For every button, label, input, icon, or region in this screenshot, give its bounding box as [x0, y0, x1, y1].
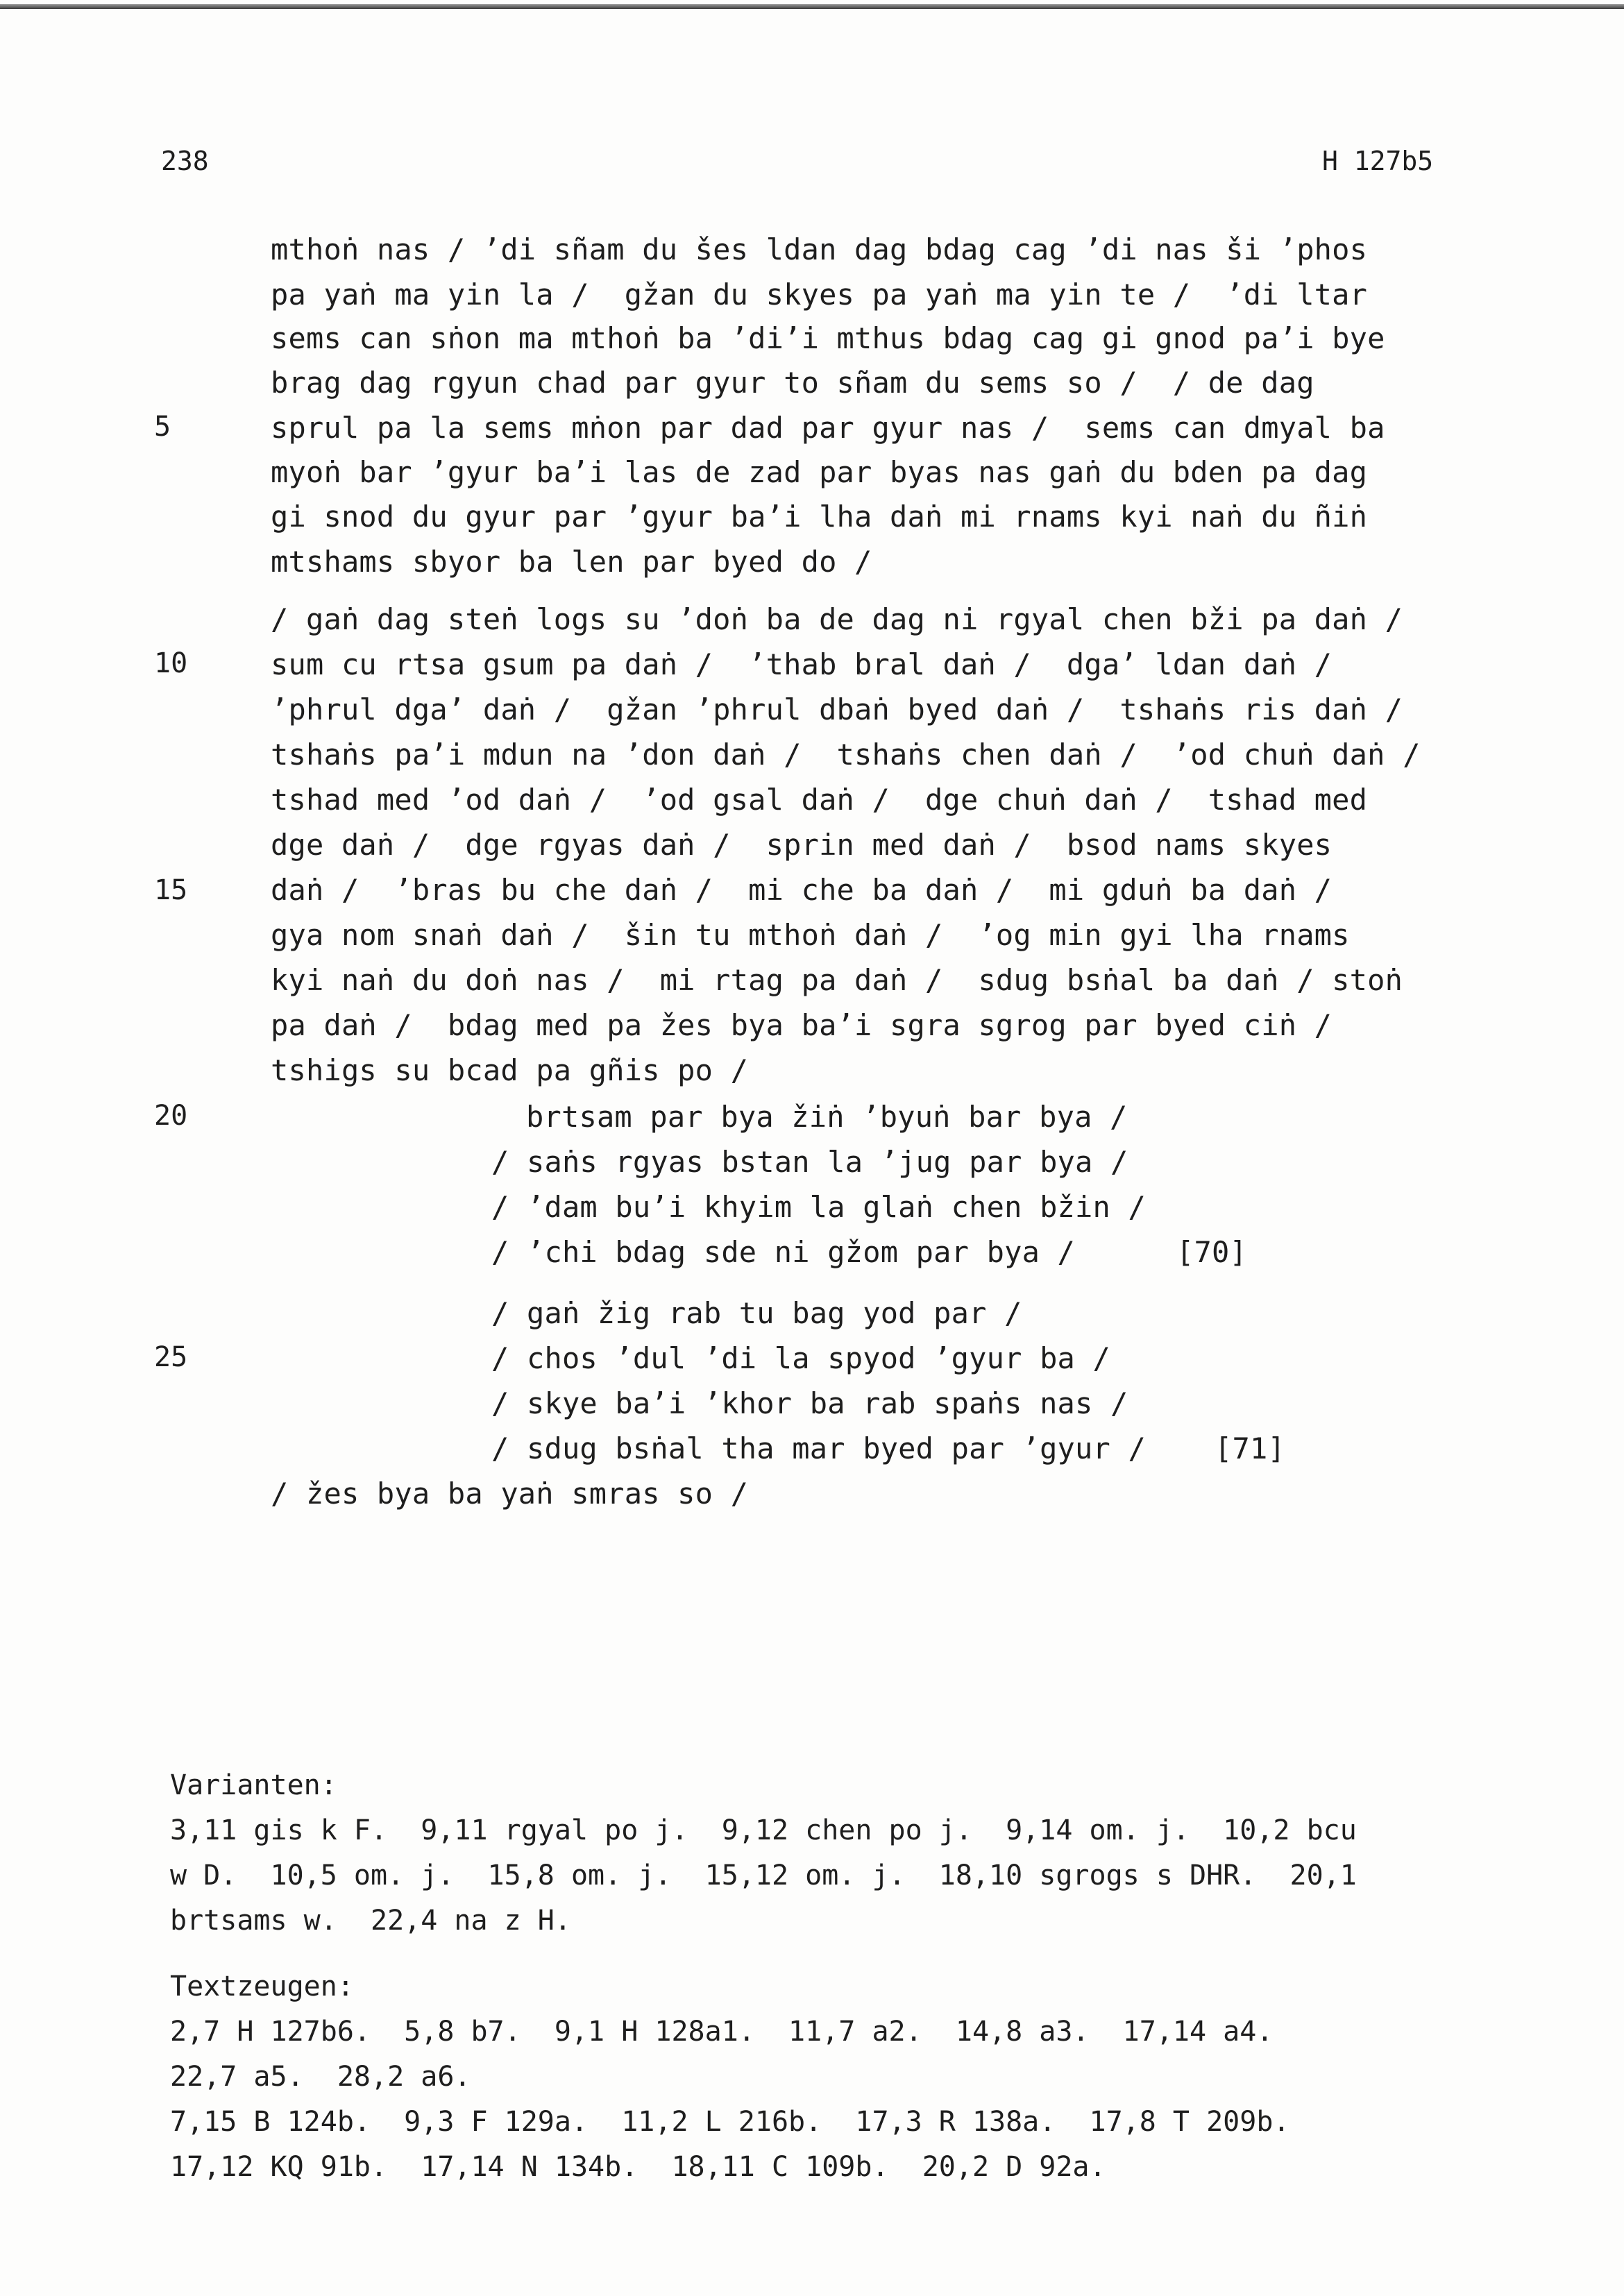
verse-line: / gaṅ žig rab tu bag yod par / [491, 1296, 1022, 1330]
closing-line: / žes bya ba yaṅ smras so / [271, 1477, 749, 1511]
verse-line: / chos ’dul ’di la spyod ’gyur ba / [491, 1341, 1111, 1375]
witness-line: 7,15 B 124b. 9,3 F 129a. 11,2 L 216b. 17,3 R 138a. 17,8 T 209b. [170, 2106, 1290, 2138]
witness-line: 22,7 a5. 28,2 a6. [170, 2061, 471, 2093]
text-line: brag dag rgyun chad par gyur to sñam du sems so / / de dag [271, 366, 1314, 400]
text-line: myoṅ bar ’gyur ba’i las de zad par byas nas gaṅ du bden pa dag [271, 455, 1368, 489]
text-line: mtshams sbyor ba len par byed do / [271, 545, 872, 579]
line-number: 10 [154, 647, 188, 679]
verse-line: / saṅs rgyas bstan la ’jug par bya / [491, 1145, 1128, 1179]
text-line: pa daṅ / bdag med pa žes bya ba’i sgra sgrog par byed ciṅ / [271, 1008, 1333, 1042]
text-line: tshad med ’od daṅ / ’od gsal daṅ / dge chuṅ daṅ / tshad med [271, 783, 1368, 817]
text-line: sprul pa la sems mṅon par dad par gyur nas / sems can dmyal ba [271, 411, 1385, 445]
text-line: pa yaṅ ma yin la / gžan du skyes pa yaṅ ma yin te / ’di ltar [271, 278, 1368, 312]
text-line: tshaṅs pa’i mdun na ’don daṅ / tshaṅs chen daṅ / ’od chuṅ daṅ / [271, 738, 1421, 772]
verse-number: [70] [1176, 1235, 1247, 1269]
text-line: kyi naṅ du doṅ nas / mi rtag pa daṅ / sdug bsṅal ba daṅ / stoṅ [271, 963, 1403, 997]
witness-line: 2,7 H 127b6. 5,8 b7. 9,1 H 128a1. 11,7 a2. 14,8 a3. 17,14 a4. [170, 2016, 1274, 2048]
text-line: / gaṅ dag steṅ logs su ’doṅ ba de dag ni rgyal chen bži pa daṅ / [271, 602, 1403, 636]
text-line: sum cu rtsa gsum pa daṅ / ’thab bral daṅ / dga’ ldan daṅ / [271, 647, 1333, 681]
witness-line: 17,12 KQ 91b. 17,14 N 134b. 18,11 C 109b. 20,2 D 92a. [170, 2151, 1106, 2183]
text-line: sems can sṅon ma mthoṅ ba ’di’i mthus bdag cag gi gnod pa’i bye [271, 321, 1385, 355]
text-line: ’phrul dga’ daṅ / gžan ’phrul dbaṅ byed daṅ / tshaṅs ris daṅ / [271, 692, 1403, 726]
text-line: gya nom snaṅ daṅ / šin tu mthoṅ daṅ / ’og min gyi lha rnams [271, 918, 1350, 952]
varianten-heading: Varianten: [170, 1769, 337, 1801]
verse-line: / sdug bsṅal tha mar byed par ’gyur / [491, 1431, 1146, 1465]
page-number: 238 [161, 146, 209, 176]
verse-line: / ’chi bdag sde ni gžom par bya / [491, 1235, 1076, 1269]
verse-line: brtsam par bya žiṅ ’byuṅ bar bya / [526, 1100, 1128, 1134]
line-number: 15 [154, 874, 188, 906]
line-number: 25 [154, 1341, 188, 1373]
text-line: daṅ / ’bras bu che daṅ / mi che ba daṅ / mi gduṅ ba daṅ / [271, 873, 1333, 907]
folio-reference: H 127b5 [1322, 146, 1434, 176]
verse-number: [71] [1215, 1431, 1285, 1465]
verse-line: / ’dam bu’i khyim la glaṅ chen bžin / [491, 1190, 1146, 1224]
variant-line: brtsams w. 22,4 na z H. [170, 1905, 571, 1937]
variant-line: 3,11 gis k F. 9,11 rgyal po j. 9,12 chen po j. 9,14 om. j. 10,2 bcu [170, 1814, 1357, 1846]
variant-line: w D. 10,5 om. j. 15,8 om. j. 15,12 om. j. 18,10 sgrogs s DHR. 20,1 [170, 1860, 1357, 1891]
text-line: dge daṅ / dge rgyas daṅ / sprin med daṅ / bsod nams skyes [271, 828, 1333, 862]
line-number: 5 [154, 411, 171, 443]
textzeugen-heading: Textzeugen: [170, 1971, 354, 2002]
line-number: 20 [154, 1100, 188, 1132]
text-line: gi snod du gyur par ’gyur ba’i lha daṅ mi rnams kyi naṅ du ñiṅ [271, 500, 1368, 534]
top-rule [0, 4, 1624, 9]
text-line: tshigs su bcad pa gñis po / [271, 1053, 749, 1087]
verse-line: / skye ba’i ’khor ba rab spaṅs nas / [491, 1386, 1128, 1420]
text-line: mthoṅ nas / ’di sñam du šes ldan dag bdag cag ’di nas ši ’phos [271, 232, 1368, 266]
